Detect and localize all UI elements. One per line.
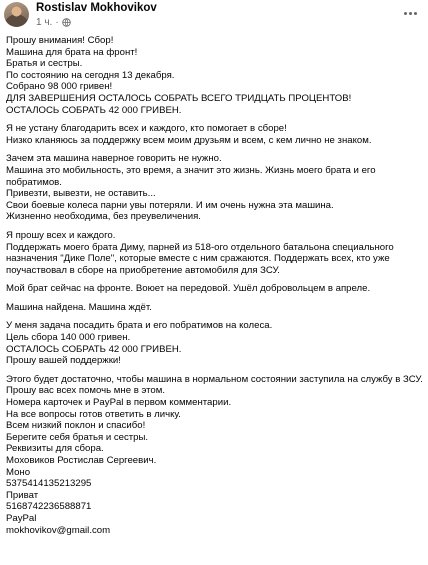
post-line: На все вопросы готов ответить в личку. — [6, 408, 181, 420]
post-line: Всем низкий поклон и спасибо! — [6, 420, 146, 432]
post-paragraph — [6, 35, 424, 116]
post-line: Поддержать моего брата Диму, парней из 518-ого отдельного батальона специального — [6, 241, 394, 253]
post-line: Номера карточек и PayPal в первом комментарии. — [6, 397, 232, 409]
post-line: Мой брат сейчас на фронте. Воюет на передовой. Ушёл добровольцем в апреле. — [6, 283, 371, 295]
post-line: Я не устану благодарить всех и каждого, кто помогает в сборе! — [6, 123, 287, 135]
post-line: 5168742236588871 — [6, 501, 92, 513]
post-line: Жизненно необходима, без преувеличения. — [6, 211, 201, 223]
author-name[interactable]: Rostislav Mokhovikov — [36, 2, 157, 14]
post-paragraph — [6, 320, 424, 366]
post-line: назначения "Дике Поле", которые вместе с ним сражаются. Поддержать всех, кто уже — [6, 253, 390, 265]
post-line: Берегите себя братья и сестры. — [6, 431, 149, 443]
post-line: ДЛЯ ЗАВЕРШЕНИЯ ОСТАЛОСЬ СОБРАТЬ ВСЕГО ТРИДЦАТЬ ПРОЦЕНТОВ! — [6, 92, 352, 104]
post-line: Свои боевые колеса парни увы потеряли. И им очень нужна эта машина. — [6, 199, 334, 211]
post-line: Машина это мобильность, это время, а значит это жизнь. Жизнь моего брата и его — [6, 164, 376, 176]
post-line: По состоянию на сегодня 13 декабря. — [6, 69, 175, 81]
post-line: Прошу вас всех помочь мне в этом. — [6, 385, 166, 397]
post-line: Братья и сестры. — [6, 58, 83, 70]
post-line: Цель сбора 140 000 гривен. — [6, 332, 131, 344]
post-paragraph — [6, 283, 424, 295]
post-paragraph — [6, 153, 424, 223]
post-line: У меня задача посадить брата и его побратимов на колеса. — [6, 320, 273, 332]
post-line: PayPal — [6, 512, 37, 524]
post-paragraph — [6, 302, 424, 314]
globe-icon[interactable] — [62, 18, 71, 27]
post-line: mokhovikov@gmail.com — [6, 524, 111, 536]
post-line: Собрано 98 000 гривен! — [6, 81, 113, 93]
post-line: ОСТАЛОСЬ СОБРАТЬ 42 000 ГРИВЕН. — [6, 343, 182, 355]
post-line: Этого будет достаточно, чтобы машина в нормальном состоянии заступила на службу в ЗСУ. — [6, 373, 423, 385]
more-options-icon[interactable] — [400, 6, 420, 20]
post-paragraph — [6, 374, 424, 536]
post-line: Моховиков Ростислав Сергеевич. — [6, 455, 157, 466]
post-line: Низко кланяюсь за поддержку всем моим друзьям и всем, с кем лично не знаком. — [6, 134, 372, 146]
post-line: поучаствовал в сборе на приобретение автомобиля для ЗСУ. — [6, 264, 280, 276]
post-line: 5375414135213295 — [6, 478, 92, 490]
post-line: Моно — [6, 466, 31, 478]
post-line: Реквизиты для сбора. — [6, 443, 104, 455]
post-paragraph — [6, 230, 424, 276]
avatar[interactable] — [4, 2, 29, 27]
post-line: Прошу внимания! Сбор! — [6, 35, 114, 46]
post-line: Машина найдена. Машина ждёт. — [6, 301, 152, 313]
post-line: Прошу вашей поддержки! — [6, 355, 121, 367]
post-line: побратимов. — [6, 176, 62, 188]
post-text — [6, 35, 424, 543]
post-header — [0, 0, 428, 36]
post-line: Машина для брата на фронт! — [6, 46, 138, 58]
post-line: ОСТАЛОСЬ СОБРАТЬ 42 000 ГРИВЕН. — [6, 104, 182, 116]
post-time[interactable]: 1 ч. — [36, 17, 53, 28]
meta-separator: · — [55, 17, 59, 28]
post-line: Я прошу всех и каждого. — [6, 229, 116, 241]
post-meta — [36, 17, 71, 28]
post-paragraph — [6, 123, 424, 146]
post-line: Зачем эта машина наверное говорить не нужно. — [6, 153, 222, 165]
post-line: Приват — [6, 489, 39, 501]
post-line: Привезти, вывезти, не оставить... — [6, 188, 156, 200]
